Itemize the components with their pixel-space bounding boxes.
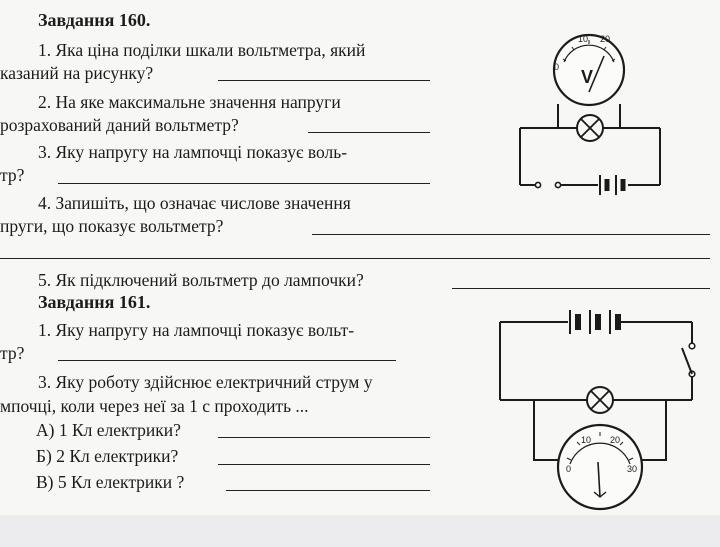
circuit-diagram-161 [470,292,710,512]
task-160-q2-line1: 2. На яке максимальне значення напруги [38,92,341,112]
task-160-q2-line2: розрахований даний вольтметр? [0,115,239,135]
switch-icon [535,182,560,187]
task-161-title: Завдання 161. [38,292,151,312]
task-161-q1-line1: 1. Яку напругу на лампочці показує вольт- [38,320,355,340]
task-160-q4-answer-line-2[interactable] [0,258,710,259]
voltmeter-icon [558,425,642,509]
lamp-icon [577,115,603,141]
task-160-q3-answer-line[interactable] [58,183,430,184]
task-160-q4-line1: 4. Запишіть, що означає числове значення [38,193,351,213]
battery-icon [570,310,618,334]
battery-icon [600,175,623,195]
page-background-band [0,515,720,547]
lamp-icon [587,387,613,413]
circuit-diagram-160 [470,20,700,205]
task-161-q1-line2: тр? [0,343,25,363]
task-160-q1-answer-line[interactable] [218,80,430,81]
task-161-option-a-answer-line[interactable] [218,437,430,438]
task-160-q1-line2: казаний на рисунку? [0,63,154,83]
task-160-q2-answer-line[interactable] [308,132,430,133]
task-161-q3-line2: мпочці, коли через неї за 1 с проходить ... [0,396,309,416]
task-160-q5: 5. Як підключений вольтметр до лампочки? [38,270,364,290]
meter-160-tick-10: 10 [578,34,589,44]
task-161-q1-answer-line[interactable] [58,360,396,361]
voltmeter-icon [554,34,624,105]
meter-161-tick-10: 10 [581,435,592,445]
task-161-option-b-answer-line[interactable] [218,464,430,465]
meter-160-label: V [581,67,594,87]
meter-161-tick-20: 20 [610,435,621,445]
task-160-q5-answer-line[interactable] [452,288,710,289]
meter-160-tick-20: 20 [600,34,611,44]
meter-160-tick-0: 0 [554,62,560,72]
task-161-q3-line1: 3. Яку роботу здійснює електричний струм у [38,372,373,392]
task-160-q3-line2: тр? [0,165,25,185]
task-160-title: Завдання 160. [38,10,151,30]
task-161-option-c: В) 5 Кл електрики ? [36,472,185,492]
meter-161-tick-0: 0 [566,464,572,474]
task-161-option-b: Б) 2 Кл електрики? [36,446,179,466]
task-161-option-a: А) 1 Кл електрики? [36,420,181,440]
task-160-q4-answer-line[interactable] [312,234,710,235]
task-161-option-c-answer-line[interactable] [226,490,430,491]
task-160-q4-line2: пруги, що показує вольтметр? [0,216,224,236]
switch-icon [682,343,695,377]
meter-161-tick-30: 30 [627,464,638,474]
task-160-q3-line1: 3. Яку напругу на лампочці показує воль- [38,142,348,162]
task-160-q1-line1: 1. Яка ціна поділки шкали вольтметра, який [38,40,366,60]
